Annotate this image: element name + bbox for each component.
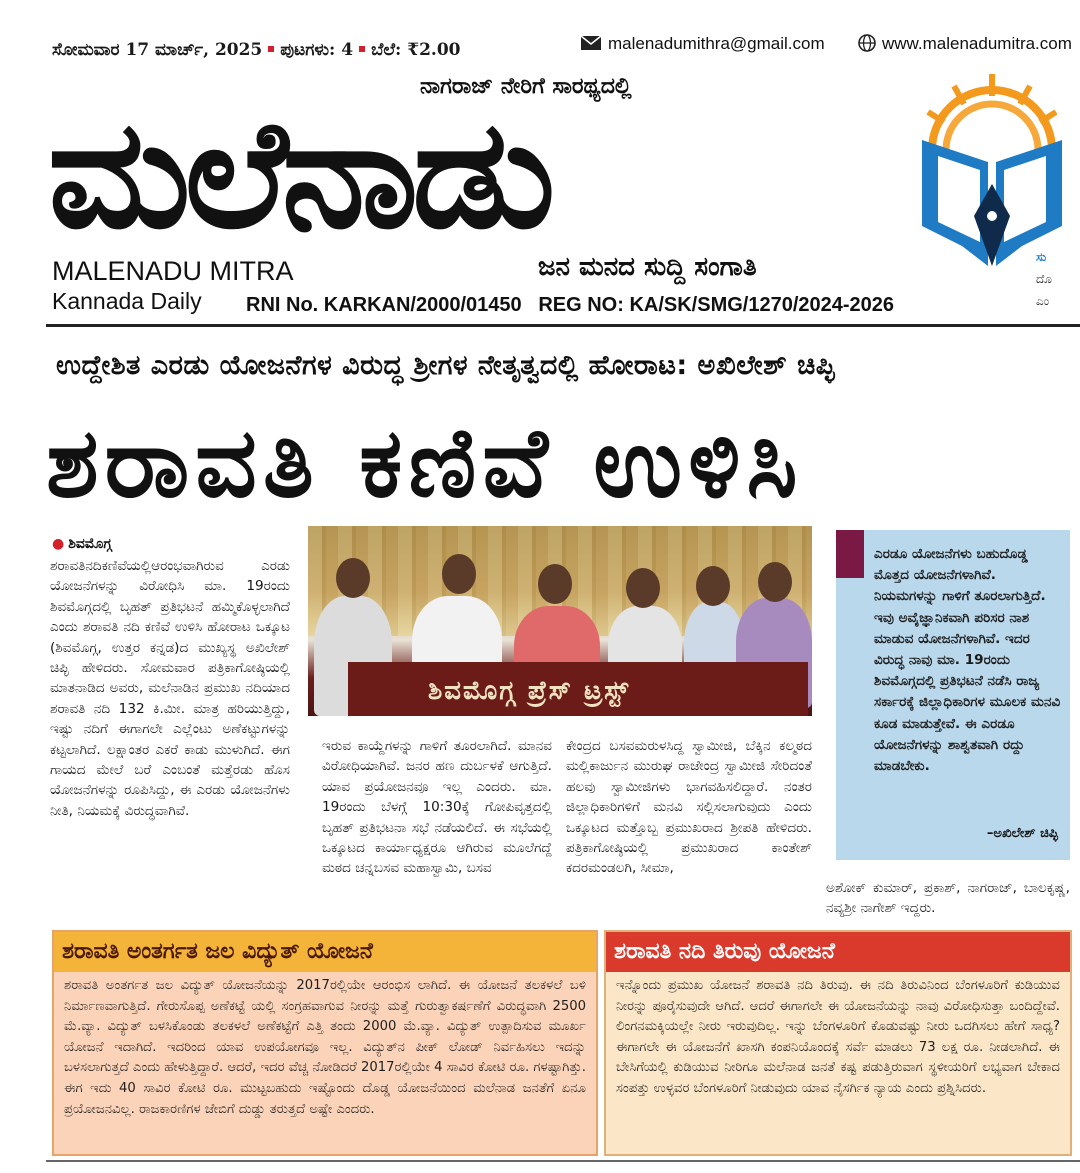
photo-head — [538, 564, 572, 604]
dateline-text: ಶಿವಮೊಗ್ಗ — [68, 536, 112, 552]
newspaper-title: ಮಲೆನಾಡು — [48, 88, 550, 262]
photo-head — [442, 554, 476, 594]
english-subtitle: Kannada Daily — [52, 288, 202, 314]
rni-number: RNI No. KARKAN/2000/01450 — [246, 294, 522, 316]
editor-line: ನಾಗರಾಜ್ ನೇರಿಗೆ ಸಾರಥ್ಯದಲ್ಲಿ — [420, 74, 632, 99]
envelope-icon — [580, 35, 602, 51]
tagline: ಜನ ಮನದ ಸುದ್ದಿ ಸಂಗಾತಿ — [538, 252, 757, 282]
price: ಬೆಲೆ: ₹2.00 — [371, 40, 461, 60]
separator-square — [359, 46, 365, 52]
cut-text: ಎಂ — [1036, 294, 1050, 308]
article-headline: ಶರಾವತಿ ಕಣಿವೆ ಉಳಿಸಿ — [46, 407, 804, 519]
website-contact[interactable] — [858, 34, 1072, 54]
hydro-project-box — [52, 930, 598, 1156]
photo-head — [336, 558, 370, 598]
photo-head — [758, 562, 792, 602]
quote-signature: –ಅಖಿಲೇಶ್ ಚಿಪ್ಳಿ — [986, 826, 1058, 841]
globe-icon — [858, 34, 876, 52]
cut-text: ಸು — [1036, 250, 1047, 264]
separator-square — [268, 46, 274, 52]
date-price-line — [52, 40, 460, 60]
article-column-1: ಶರಾವತಿನದಿಕಣಿವೆಯಲ್ಲಿಆರಂಭವಾಗಿರುವ ಎರಡು ಯೋಜನೆಗಳನ್ನು ವಿರೋಧಿಸಿ ಮಾ. 19ರಂದು ಶಿವಮೊಗ್ಗದಲ್ಲಿ ಬೃಹತ್ ಪ್ರತಿಭಟನೆ ಹಮ್ಮಿಕೊಳ್ಳಲಾಗಿದೆ ಎಂದು ಶರಾವತಿ ನದಿ ಕಣಿವೆ ಉಳಿಸಿ ಹೋರಾಟ ಒಕ್ಕೂಟ (ಶಿವಮೊಗ್ಗ, ಉತ್ತರ ಕನ್ನಡ)ದ ಮುಖ್ಯಸ್ಥ ಅಖಿಲೇಶ್ ಚಿಪ್ಳಿ ಹೇಳಿದರು. ಸೋಮವಾರ ಪತ್ರಿಕಾಗೋಷ್ಠಿಯಲ್ಲಿ ಮಾತನಾಡಿದ ಅವರು, ಮಲೆನಾಡಿನ ಪ್ರಮುಖ ನದಿಯಾದ ಶರಾವತಿ ನದಿ 132 ಕಿ.ಮೀ. ಮಾತ್ರ ಹರಿಯುತ್ತಿದ್ದು, ಇಷ್ಟು ನದಿಗೆ ಈಗಾಗಲೇ ಎಲ್ಲೆಂಟು ಅಣೆಕಟ್ಟುಗಳನ್ನು ಕಟ್ಟಲಾಗಿದೆ. ಲಕ್ಷಾಂತರ ಎಕರೆ ಕಾಡು ಮುಳುಗಿದೆ. ಈಗ ಗಾಯದ ಮೇಲೆ ಬರೆ ಎಂಬಂತೆ ಮತ್ತೆರಡು ಹೊಸ ಯೋಜನೆಗಳನ್ನು ರೂಪಿಸಿದ್ದು, ಈ ಎರಡು ಯೋಜನೆಗಳು ನೀತಿ, ನಿಯಮಕ್ಕೆ ವಿರುದ್ಧವಾಗಿವೆ. — [50, 558, 290, 819]
quote-box — [836, 530, 1070, 860]
website-text: www.malenadumitra.com — [882, 34, 1072, 53]
photo-banner-text: ಶಿವಮೊಗ್ಗ ಪ್ರೆಸ್ ಟ್ರಸ್ಟ್ — [428, 676, 631, 706]
article-column-2: ಇರುವ ಕಾಯ್ದೆಗಳನ್ನು ಗಾಳಿಗೆ ತೂರಲಾಗಿದೆ. ಮಾನವ ವಿರೋಧಿಯಾಗಿವೆ. ಜನರ ಹಣ ದುರ್ಬಳಕೆ ಆಗುತ್ತಿದೆ. ಯಾವ ಪ್ರಯೋಜನವೂ ಇಲ್ಲ ಎಂದರು. ಮಾ. 19ರಂದು ಬೆಳಗ್ಗೆ 10:30ಕ್ಕೆ ಗೋಪಿವೃತ್ತದಲ್ಲಿ ಬೃಹತ್ ಪ್ರತಿಭಟನಾ ಸಭೆ ನಡೆಯಲಿದೆ. ಈ ಸಭೆಯಲ್ಲಿ ಒಕ್ಕೂಟದ ಕಾರ್ಯಾಧ್ಯಕ್ಷರೂ ಆಗಿರುವ ಮೂಲೆಗದ್ದೆ ಮಠದ ಚನ್ನಬಸವ ಮಹಾಸ್ವಾಮಿ, ಬಸವ — [322, 738, 552, 877]
issue-date: ಸೋಮವಾರ 17 ಮಾರ್ಚ್, 2025 — [52, 40, 263, 60]
press-meet-photo — [308, 526, 812, 716]
bullet-icon: ● — [52, 536, 65, 552]
masthead-divider — [46, 324, 1080, 327]
registration-line — [246, 294, 894, 317]
photo-head — [696, 566, 730, 606]
email-contact[interactable] — [580, 34, 825, 54]
quote-text: ಎರಡೂ ಯೋಜನೆಗಳು ಬಹುದೊಡ್ಡ ಮೊತ್ತದ ಯೋಜನೆಗಳಾಗಿವೆ. ನಿಯಮಗಳನ್ನು ಗಾಳಿಗೆ ತೂರಲಾಗುತ್ತಿದೆ. ಇವು ಅವೈಜ್ಞಾನಿಕವಾಗಿ ಪರಿಸರ ನಾಶ ಮಾಡುವ ಯೋಜನೆಗಳಾಗಿವೆ. ಇದರ ವಿರುದ್ಧ ನಾವು ಮಾ. 19ರಂದು ಶಿವಮೊಗ್ಗದಲ್ಲಿ ಪ್ರತಿಭಟನೆ ನಡೆಸಿ ರಾಜ್ಯ ಸರ್ಕಾರಕ್ಕೆ ಜಿಲ್ಲಾಧಿಕಾರಿಗಳ ಮೂಲಕ ಮನವಿ ಕೂಡ ಮಾಡುತ್ತೇವೆ. ಈ ಎರಡೂ ಯೋಜನೆಗಳನ್ನು ಶಾಶ್ವತವಾಗಿ ರದ್ದು ಮಾಡಬೇಕು. — [874, 546, 1061, 775]
article-column-3: ಕೇಂದ್ರದ ಬಸವಮರುಳಸಿದ್ದ ಸ್ವಾಮೀಜಿ, ಬೆಕ್ಕಿನ ಕಲ್ಮಠದ ಮಲ್ಲಿಕಾರ್ಜುನ ಮುರುಘ ರಾಜೇಂದ್ರ ಸ್ವಾಮೀಜಿ ಸೇರಿದಂತೆ ಹಲವು ಸ್ವಾಮೀಜಿಗಳು ಭಾಗವಹಿಸಲಿದ್ದಾರೆ. ನಂತರ ಜಿಲ್ಲಾಧಿಕಾರಿಗಳಿಗೆ ಮನವಿ ಸಲ್ಲಿಸಲಾಗುವುದು ಎಂದು ಒಕ್ಕೂಟದ ಮತ್ತೊಬ್ಬ ಪ್ರಮುಖರಾದ ಶ್ರೀಪತಿ ಹೇಳಿದರು. ಪತ್ರಿಕಾಗೋಷ್ಠಿಯಲ್ಲಿ ಪ್ರಮುಖರಾದ ಕಾಂತೇಶ್ ಕದರಮಂಡಲಗಿ, ಸೀಮಾ, — [566, 738, 812, 877]
river-diversion-text: ಇನ್ನೊಂದು ಪ್ರಮುಖ ಯೋಜನೆ ಶರಾವತಿ ನದಿ ತಿರುವು. ಈ ನದಿ ತಿರುವಿನಿಂದ ಬೆಂಗಳೂರಿಗೆ ಕುಡಿಯುವ ನೀರನ್ನು ಪೂರೈಸುವುದೇ ಆಗಿದೆ. ಆದರೆ ಈಗಾಗಲೇ ಈ ಯೋಜನೆಯನ್ನು ನಾವು ವಿರೋಧಿಸುತ್ತಾ ಬಂದಿದ್ದೇವೆ. ಲಿಂಗನಮಕ್ಕಿಯಲ್ಲೇ ನೀರು ಇರುವುದಿಲ್ಲ. ಇನ್ನು ಬೆಂಗಳೂರಿಗೆ ಕೊಡುವಷ್ಟು ನೀರು ಒದಗಿಸಲು ಹೇಗೆ ಸಾಧ್ಯ? ಈಗಾಗಲೇ ಈ ಯೋಜನೆಗೆ ಖಾಸಗಿ ಕಂಪನಿಯೊಂದಕ್ಕೆ ಸರ್ವೆ ಮಾಡಲು 73 ಲಕ್ಷ ರೂ. ನೀಡಲಾಗಿದೆ. ಈ ಬೇಸಿಗೆಯಲ್ಲಿ ಕುಡಿಯುವ ನೀರಿಗೂ ಮಲೆನಾಡ ಜನತೆ ಕಷ್ಟ ಪಡುತ್ತಿರುವಾಗ ಸ್ಥಳೀಯರಿಗೆ ಲಭ್ಯವಾಗ ಬೇಕಾದ ಸಂಪತ್ತು ಉಳ್ಳವರ ಬೆಂಗಳೂರಿಗೆ ನೀಡುವುದು ಯಾವ ನೈಸರ್ಗಿಕ ನ್ಯಾಯ ಎಂದು ಪ್ರಶ್ನಿಸಿದರು. — [616, 978, 1060, 1096]
quote-flag — [836, 530, 864, 578]
email-text: malenadumithra@gmail.com — [608, 34, 825, 53]
cut-off-column — [1036, 246, 1052, 312]
hydro-project-title: ಶರಾವತಿ ಅಂತರ್ಗತ ಜಲ ವಿದ್ಯುತ್ ಯೋಜನೆ — [54, 932, 596, 972]
bottom-divider — [46, 1160, 1080, 1162]
river-diversion-title: ಶರಾವತಿ ನದಿ ತಿರುವು ಯೋಜನೆ — [606, 932, 1070, 972]
hydro-project-text: ಶರಾವತಿ ಅಂತರ್ಗತ ಜಲ ವಿದ್ಯುತ್ ಯೋಜನೆಯನ್ನು 2017ರಲ್ಲಿಯೇ ಆರಂಭಿಸ ಲಾಗಿದೆ. ಈ ಯೋಜನೆ ತಲಕಳಲೆ ಬಳಿ ನಿರ್ಮಾಣವಾಗುತ್ತಿದೆ. ಗೇರುಸೊಪ್ಪ ಅಣೆಕಟ್ಟೆ ಯಲ್ಲಿ ಸಂಗ್ರಹವಾಗುವ ನೀರನ್ನು ಮತ್ತೆ ಗುರುತ್ವಾಕರ್ಷಣೆಗೆ ವಿರುದ್ಧವಾಗಿ 2500 ಮೆ.ವ್ಯಾ. ವಿದ್ಯುತ್ ಬಳಸಿಕೊಂಡು ತಲಕಳಲೆ ಅಣೆಕಟ್ಟೆಗೆ ಎತ್ತಿ ತಂದು 2000 ಮೆ.ವ್ಯಾ. ವಿದ್ಯುತ್ ಉತ್ಪಾದಿಸುವ ಮೂರ್ಖ ಯೋಜನೆ ಇದಾಗಿದೆ. ಇದರಿಂದ ಯಾವ ಉಪಯೋಗವೂ ಇಲ್ಲ. ವಿದ್ಯುತ್‌ನ ಪೀಕ್ ಲೋಡ್ ನಿರ್ವಹಿಸಲು ಇದನ್ನು ಬಳಸಲಾಗುತ್ತದೆ ಎಂದು ಹೇಳುತ್ತಿದ್ದಾರೆ. ಆದರೆ, ಇದರ ವೆಚ್ಚ ನೋಡಿದರೆ 2017ರಲ್ಲಿಯೇ 4 ಸಾವಿರ ಕೋಟಿ ರೂ. ಗಳಷ್ಟಾಗಿತ್ತು. ಈಗ ಇದು 40 ಸಾವಿರ ಕೋಟಿ ರೂ. ಮುಟ್ಟಬಹುದು ಇಷ್ಟೊಂದು ದೊಡ್ಡ ಯೋಜನೆಯಿಂದ ಮಲೆನಾಡ ಜನತೆಗೆ ಏನೂ ಪ್ರಯೋಜನವಿಲ್ಲ. ರಾಜಕಾರಣಿಗಳ ಜೇಬಿಗೆ ದುಡ್ಡು ತರುತ್ತದೆ ಅಷ್ಟೇ ಎಂದರು. — [64, 978, 586, 1117]
english-name: MALENADU MITRA — [52, 256, 294, 286]
page-count: ಪುಟಗಳು: 4 — [280, 40, 354, 60]
dateline — [52, 536, 112, 552]
sun-rays-icon — [928, 74, 1056, 150]
cut-text: ದೊ — [1036, 272, 1052, 286]
photo-head — [626, 568, 660, 608]
river-diversion-box — [604, 930, 1072, 1156]
article-kicker: ಉದ್ದೇಶಿತ ಎರಡು ಯೋಜನೆಗಳ ವಿರುದ್ಧ ಶ್ರೀಗಳ ನೇತೃತ್ವದಲ್ಲಿ ಹೋರಾಟ: ಅಖಿಲೇಶ್ ಚಿಪ್ಳಿ — [56, 350, 836, 381]
article-column-4: ಅಶೋಕ್ ಕುಮಾರ್, ಪ್ರಕಾಶ್, ನಾಗರಾಜ್, ಬಾಲಕೃಷ್ಣ, ನವ್ಯಶ್ರೀ ನಾಗೇಶ್ ಇದ್ದರು. — [826, 880, 1070, 917]
reg-number: REG NO: KA/SK/SMG/1270/2024-2026 — [538, 294, 895, 316]
